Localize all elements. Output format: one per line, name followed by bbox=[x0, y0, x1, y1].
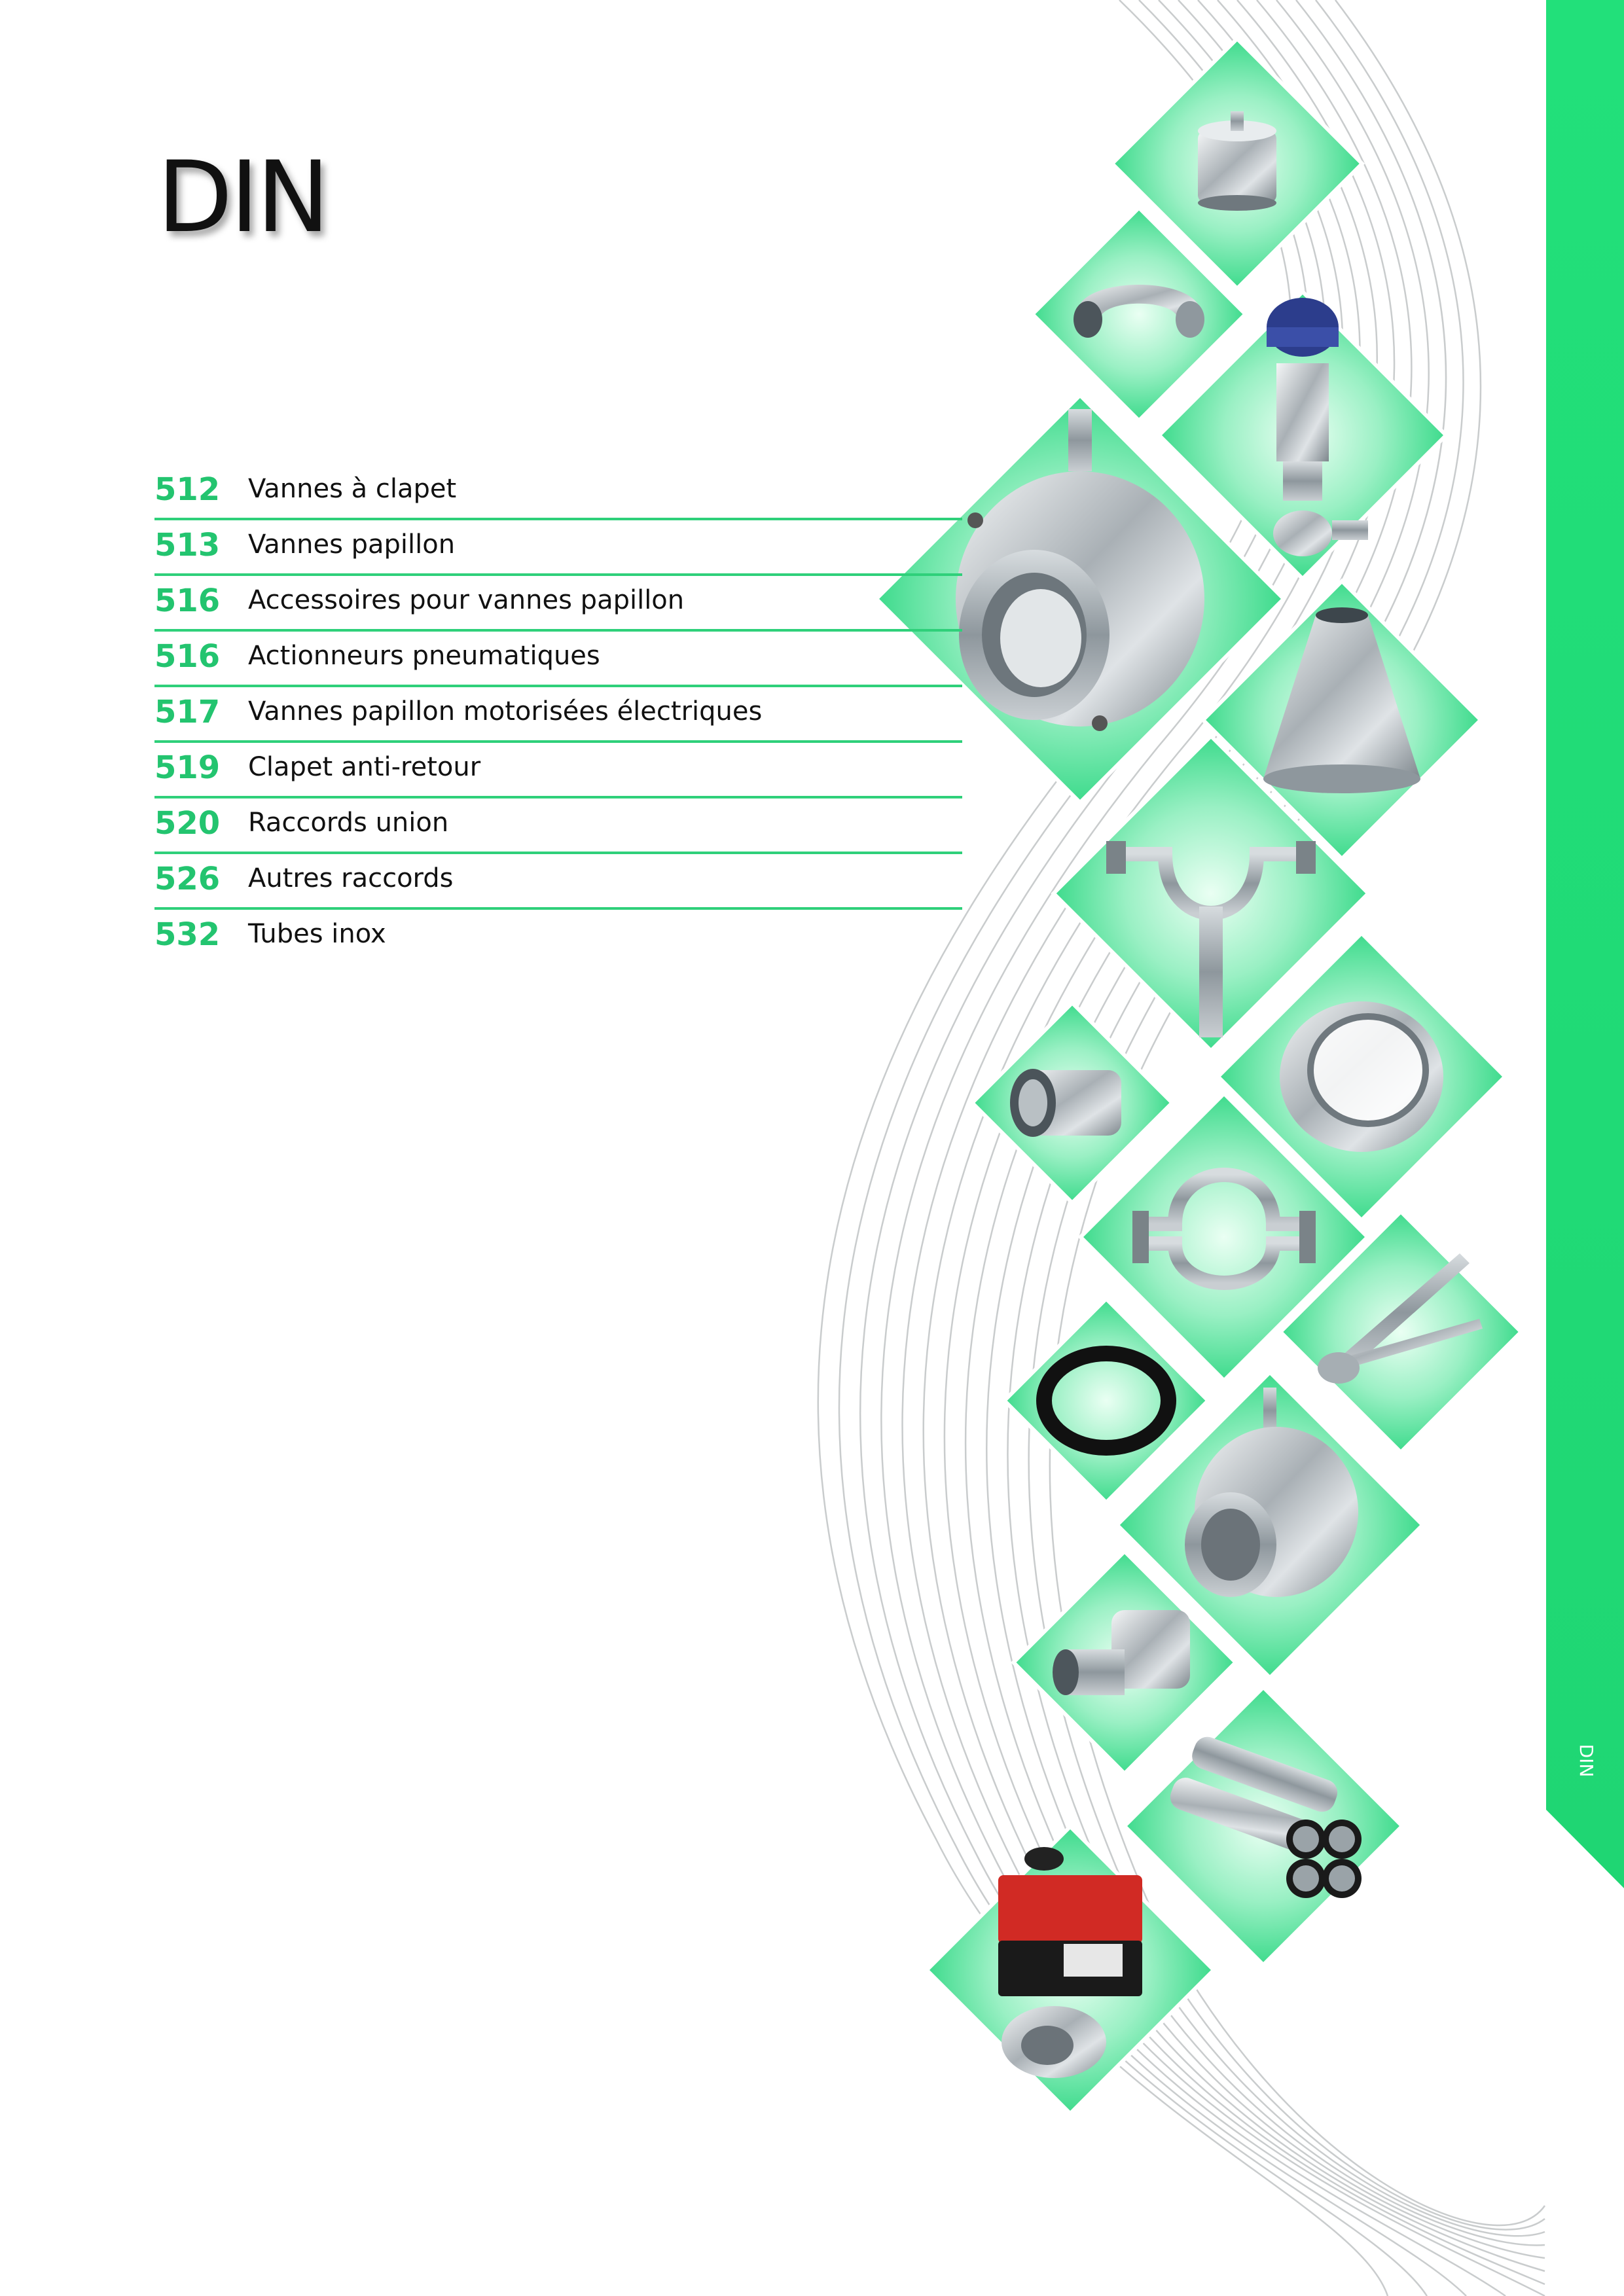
toc-label: Vannes à clapet bbox=[248, 474, 457, 504]
toc-label: Accessoires pour vannes papillon bbox=[248, 585, 685, 615]
toc-row-vannes-papillon[interactable] bbox=[154, 520, 962, 576]
toc-label: Vannes papillon bbox=[248, 529, 456, 560]
page-title: DIN bbox=[157, 141, 327, 255]
toc-label: Autres raccords bbox=[248, 863, 454, 893]
toc-row-accessoires-vannes-papillon[interactable] bbox=[154, 576, 962, 632]
product-tiles bbox=[876, 39, 1521, 2113]
toc-row-actionneurs-pneumatiques[interactable] bbox=[154, 632, 962, 687]
toc-row-autres-raccords[interactable] bbox=[154, 854, 962, 910]
toc-number: 517 bbox=[154, 694, 221, 730]
toc-number: 532 bbox=[154, 916, 221, 953]
toc-number: 520 bbox=[154, 805, 221, 842]
toc-label: Raccords union bbox=[248, 808, 449, 838]
toc-number: 519 bbox=[154, 749, 221, 786]
toc-number: 512 bbox=[154, 471, 221, 508]
toc-number: 516 bbox=[154, 583, 221, 619]
toc-number: 513 bbox=[154, 527, 221, 564]
toc-row-vannes-a-clapet[interactable] bbox=[154, 465, 962, 520]
toc-row-raccords-union[interactable] bbox=[154, 798, 962, 854]
toc-row-tubes-inox[interactable] bbox=[154, 910, 962, 963]
toc-row-clapet-anti-retour[interactable] bbox=[154, 743, 962, 798]
toc-label: Clapet anti-retour bbox=[248, 752, 481, 782]
toc-number: 526 bbox=[154, 861, 221, 897]
table-of-contents bbox=[154, 465, 962, 963]
toc-label: Tubes inox bbox=[248, 919, 386, 949]
toc-number: 516 bbox=[154, 638, 221, 675]
side-tab-label: DIN bbox=[1576, 1744, 1597, 1778]
toc-row-vannes-papillon-motorisees[interactable] bbox=[154, 687, 962, 743]
side-tab-shape bbox=[1546, 0, 1624, 1888]
toc-label: Actionneurs pneumatiques bbox=[248, 641, 600, 671]
toc-label: Vannes papillon motorisées électriques bbox=[248, 696, 763, 726]
